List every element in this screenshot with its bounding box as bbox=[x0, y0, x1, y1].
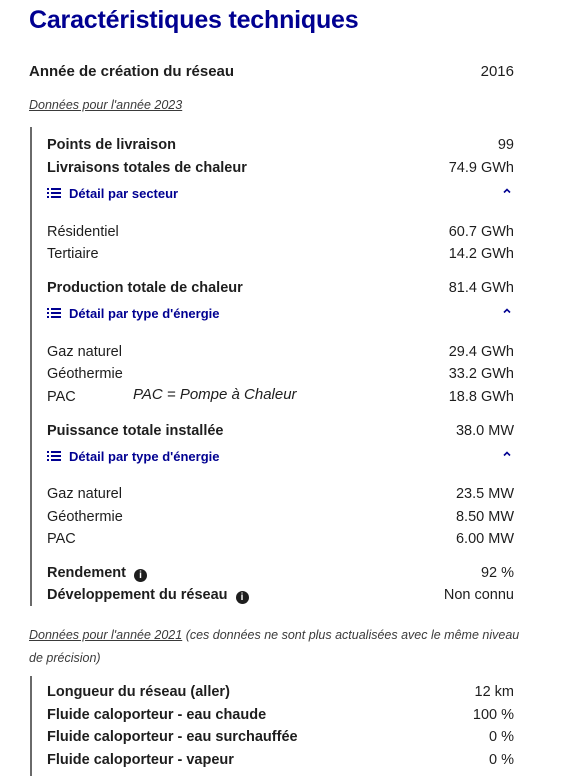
developpement-value: Non connu bbox=[443, 587, 514, 603]
chevron-up-icon bbox=[502, 449, 512, 459]
puissance-totale-label: Puissance totale installée bbox=[47, 423, 224, 439]
item-label: PAC bbox=[47, 531, 76, 547]
item-value: 60.7 GWh bbox=[448, 224, 514, 240]
detail-energie-puiss-toggle[interactable] bbox=[47, 446, 514, 466]
pac-annotation: PAC = Pompe à Chaleur bbox=[133, 386, 297, 403]
chevron-up-icon bbox=[502, 186, 512, 196]
note-2021-underlined: Données pour l'année 2021 bbox=[29, 628, 183, 642]
annee-creation-label: Année de création du réseau bbox=[29, 62, 235, 80]
eau-surchauffee-value: 0 % bbox=[489, 729, 514, 745]
item-value: 29.4 GWh bbox=[448, 344, 514, 360]
vapeur-value: 0 % bbox=[489, 752, 514, 768]
item-value: 14.2 GWh bbox=[448, 246, 514, 262]
item-label: Gaz naturel bbox=[47, 486, 122, 502]
puissance-totale-row bbox=[47, 420, 514, 442]
note-2023-text: Données pour l'année 2023 bbox=[29, 98, 183, 112]
note-2021 bbox=[29, 624, 529, 670]
annee-creation-value: 2016 bbox=[480, 62, 514, 80]
eau-surchauffee-label: Fluide caloporteur - eau surchauffée bbox=[47, 729, 298, 745]
longueur-row bbox=[47, 681, 514, 703]
rendement-label: Rendement bbox=[47, 564, 126, 581]
livraisons-totales-value: 74.9 GWh bbox=[448, 160, 514, 176]
note-2021-rest: (ces données ne sont plus actualisées avec le même niveau de précision) bbox=[29, 628, 520, 665]
detail-puissance-item bbox=[47, 528, 514, 550]
vapeur-row bbox=[47, 749, 514, 771]
eau-chaude-row bbox=[47, 704, 514, 726]
points-livraison-label: Points de livraison bbox=[47, 137, 176, 153]
detail-energie-prod-toggle[interactable] bbox=[47, 303, 514, 323]
list-icon bbox=[47, 307, 61, 319]
eau-chaude-value: 100 % bbox=[472, 707, 514, 723]
production-totale-value: 81.4 GWh bbox=[448, 280, 514, 296]
item-value: 18.8 GWh bbox=[448, 389, 514, 405]
item-label: Géothermie bbox=[47, 366, 123, 382]
item-value: 33.2 GWh bbox=[448, 366, 514, 382]
page-title: Caractéristiques techniques bbox=[29, 6, 359, 34]
list-icon bbox=[47, 450, 61, 462]
section-2023 bbox=[30, 127, 514, 606]
list-icon bbox=[47, 187, 61, 199]
item-label: PAC bbox=[47, 389, 76, 405]
production-totale-row bbox=[47, 277, 514, 299]
detail-energie-item bbox=[47, 363, 514, 385]
points-livraison-row bbox=[47, 134, 514, 156]
detail-energie-item bbox=[47, 386, 514, 408]
detail-secteur-toggle[interactable] bbox=[47, 183, 514, 203]
longueur-value: 12 km bbox=[474, 684, 514, 700]
puissance-totale-value: 38.0 MW bbox=[455, 423, 514, 439]
detail-puissance-item bbox=[47, 483, 514, 505]
item-label: Géothermie bbox=[47, 509, 123, 525]
eau-surchauffee-row bbox=[47, 726, 514, 748]
detail-puissance-item bbox=[47, 506, 514, 528]
item-label: Résidentiel bbox=[47, 224, 119, 240]
eau-chaude-label: Fluide caloporteur - eau chaude bbox=[47, 707, 267, 723]
longueur-label: Longueur du réseau (aller) bbox=[47, 684, 230, 700]
info-icon[interactable]: i bbox=[236, 591, 249, 604]
detail-energie-item bbox=[47, 341, 514, 363]
detail-energie-puiss-label: Détail par type d'énergie bbox=[69, 448, 220, 464]
note-2023 bbox=[29, 98, 182, 112]
chevron-up-icon bbox=[502, 306, 512, 316]
points-livraison-value: 99 bbox=[497, 137, 514, 153]
detail-secteur-item bbox=[47, 243, 514, 265]
detail-secteur-item bbox=[47, 221, 514, 243]
section-2021 bbox=[30, 676, 514, 776]
production-totale-label: Production totale de chaleur bbox=[47, 280, 243, 296]
info-icon[interactable]: i bbox=[134, 569, 147, 582]
item-value: 6.00 MW bbox=[455, 531, 514, 547]
developpement-row bbox=[47, 584, 514, 606]
livraisons-totales-label: Livraisons totales de chaleur bbox=[47, 160, 247, 176]
detail-energie-prod-label: Détail par type d'énergie bbox=[69, 305, 220, 321]
rendement-value: 92 % bbox=[480, 565, 514, 581]
item-label: Tertiaire bbox=[47, 246, 99, 262]
item-label: Gaz naturel bbox=[47, 344, 122, 360]
vapeur-label: Fluide caloporteur - vapeur bbox=[47, 752, 234, 768]
developpement-label: Développement du réseau bbox=[47, 586, 228, 603]
item-value: 23.5 MW bbox=[455, 486, 514, 502]
detail-secteur-label: Détail par secteur bbox=[69, 185, 179, 201]
livraisons-totales-row bbox=[47, 157, 514, 179]
item-value: 8.50 MW bbox=[455, 509, 514, 525]
rendement-row bbox=[47, 562, 514, 584]
annee-creation-row bbox=[29, 60, 514, 82]
